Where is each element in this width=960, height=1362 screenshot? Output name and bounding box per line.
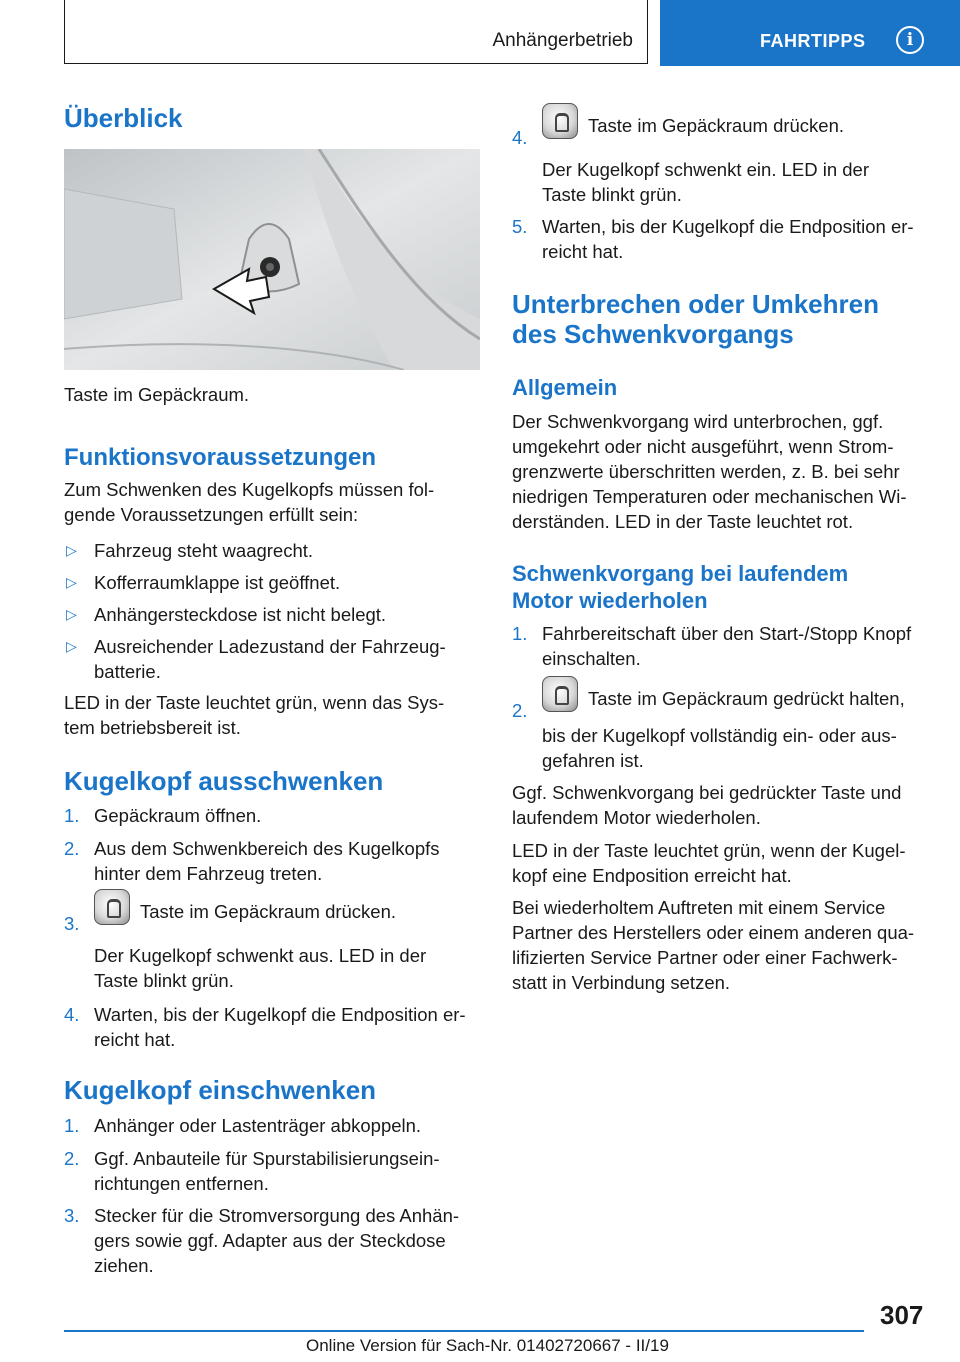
- general-text-4: niedrigen Temperaturen oder mechanischen Wi-: [512, 486, 907, 507]
- list-item: 4. Taste im Gepäckraum drücken. Der Kugelkopf schwenkt ein. LED in der Taste blinkt grün.: [512, 125, 932, 205]
- repeat-p2-1: LED in der Taste leuchtet grün, wenn der Kugel-: [512, 840, 906, 861]
- prereq-outro-2: tem betriebsbereit ist.: [64, 717, 241, 738]
- trailer-hitch-button-icon: [542, 676, 578, 712]
- repeat-p3-2: Partner des Herstellers oder einem anderen qua-: [512, 922, 915, 943]
- prereq-outro-1: LED in der Taste leuchtet grün, wenn das Sys-: [64, 692, 445, 713]
- trunk-button-photo: [64, 149, 480, 370]
- list-item: ▷ Ausreichender Ladezustand der Fahrzeug- batterie.: [66, 636, 446, 682]
- info-icon: i: [896, 26, 924, 54]
- general-text-1: Der Schwenkvorgang wird unterbrochen, ggf.: [512, 411, 884, 432]
- list-item: 2. Ggf. Anbauteile für Spurstabilisierungsein- richtungen entfernen.: [64, 1148, 440, 1194]
- repeat-p3-3: lifizierten Service Partner oder einer Fachwerk-: [512, 947, 898, 968]
- title-swing-out: Kugelkopf ausschwenken: [64, 766, 384, 796]
- trailer-hitch-button-icon: [542, 103, 578, 139]
- footer-version: Online Version für Sach-Nr. 01402720667 - II/19: [306, 1336, 669, 1355]
- general-text-3: grenzwerte überschritten werden, z. B. bei sehr: [512, 461, 900, 482]
- triangle-bullet-icon: ▷: [66, 542, 77, 558]
- title-swing-in: Kugelkopf einschwenken: [64, 1075, 377, 1105]
- title-repeat-2: Motor wiederholen: [512, 588, 708, 613]
- list-item: 2. Aus dem Schwenkbereich des Kugelkopfs hinter dem Fahrzeug treten.: [64, 838, 440, 884]
- prereq-intro-1: Zum Schwenken des Kugelkopfs müssen fol-: [64, 479, 435, 500]
- list-item: 3. Stecker für die Stromversorgung des Anhän- gers sowie ggf. Adapter aus der Steckdose ziehen.: [64, 1205, 460, 1276]
- list-item: ▷ Fahrzeug steht waagrecht.: [66, 540, 314, 561]
- list-item: 5. Warten, bis der Kugelkopf die Endposition er- reicht hat.: [512, 216, 914, 262]
- list-item: 3. Taste im Gepäckraum drücken. Der Kugelkopf schwenkt aus. LED in der Taste blinkt grün.: [64, 911, 484, 991]
- title-interrupt-2: des Schwenkvorgangs: [512, 319, 794, 349]
- general-text-5: derständen. LED in der Taste leuchtet rot.: [512, 511, 854, 532]
- list-item: 2. Taste im Gepäckraum gedrückt halten, bis der Kugelkopf vollständig ein- oder aus- gefahren ist.: [512, 698, 932, 773]
- title-repeat-1: Schwenkvorgang bei laufendem: [512, 561, 849, 586]
- page-number: 307: [880, 1300, 924, 1330]
- list-item: ▷ Anhängersteckdose ist nicht belegt.: [66, 604, 387, 625]
- prereq-intro-2: gende Voraussetzungen erfüllt sein:: [64, 504, 359, 525]
- list-item: 1. Fahrbereitschaft über den Start-/Stopp Knopf einschalten.: [512, 623, 912, 669]
- triangle-bullet-icon: ▷: [66, 574, 77, 590]
- header-section-title: Anhängerbetrieb: [492, 30, 633, 51]
- list-item: 1. Anhänger oder Lastenträger abkoppeln.: [64, 1115, 422, 1136]
- title-interrupt-1: Unterbrechen oder Umkehren: [512, 289, 879, 319]
- repeat-p3-1: Bei wiederholtem Auftreten mit einem Service: [512, 897, 886, 918]
- repeat-p2-2: kopf eine Endposition erreicht hat.: [512, 865, 792, 886]
- triangle-bullet-icon: ▷: [66, 606, 77, 622]
- header-section-box: [64, 0, 648, 64]
- list-item: 1. Gepäckraum öffnen.: [64, 805, 262, 826]
- header-chapter-tab: [660, 0, 960, 66]
- repeat-p1-1: Ggf. Schwenkvorgang bei gedrückter Taste und: [512, 782, 902, 803]
- general-text-2: umgekehrt oder nicht ausgeführt, wenn Strom-: [512, 436, 894, 457]
- title-overview: Überblick: [64, 103, 183, 133]
- header-chapter-title: FAHRTIPPS: [760, 31, 866, 51]
- title-prerequisites: Funktionsvoraussetzungen: [64, 444, 377, 471]
- list-item: 4. Warten, bis der Kugelkopf die Endposition er- reicht hat.: [64, 1004, 466, 1050]
- repeat-p3-4: statt in Verbindung setzen.: [512, 972, 731, 993]
- footer-divider: [64, 1330, 864, 1332]
- title-general: Allgemein: [512, 375, 618, 400]
- trailer-hitch-button-icon: [94, 889, 130, 925]
- list-item: ▷ Kofferraumklappe ist geöffnet.: [66, 572, 341, 593]
- triangle-bullet-icon: ▷: [66, 638, 77, 654]
- repeat-p1-2: laufendem Motor wiederholen.: [512, 807, 761, 828]
- photo-caption: Taste im Gepäckraum.: [64, 384, 250, 405]
